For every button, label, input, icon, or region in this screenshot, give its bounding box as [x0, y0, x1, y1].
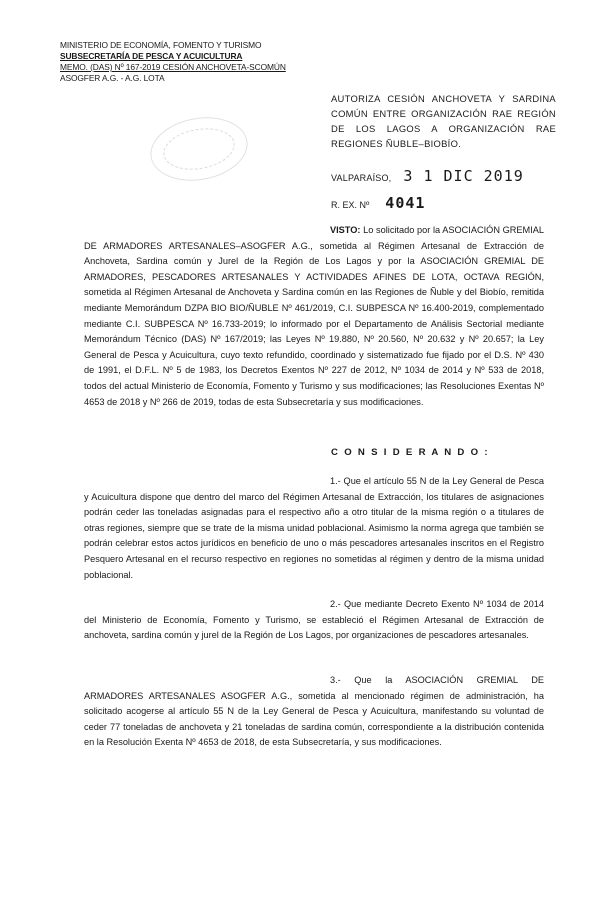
- visto-label: VISTO:: [330, 225, 361, 235]
- considerando-heading: C O N S I D E R A N D O :: [331, 447, 490, 458]
- resolution-number-line: [331, 194, 425, 212]
- subsecretaria-name: SUBSECRETARÍA DE PESCA Y ACUICULTURA: [60, 51, 243, 61]
- visto-text: Lo solicitado por la ASOCIACIÓN GREMIAL DE ARMADORES ARTESANALES–ASOGFER A.G., sometida al Régimen Artesanal de Extracción de Anchoveta, Sardina común y Jurel de la Región de Los Lagos y por la ASOCIACIÓN GREMIAL DE ARMADORES, PESCADORES ARTESANALES Y ACTIVIDADES AFINES DE LOTA, OCTAVA REGIÓN, sometida al Régimen Artesanal de Anchoveta y Sardina común en las Regiones de Ñuble y del Biobío, remitida mediante Memorándum DZPA BIO BIO/ÑUBLE Nº 461/2019, C.I. SUBPESCA Nº 16.400-2019, complementado mediante C.I. SUBPESCA Nº 16.733-2019; lo informado por el Departamento de Análisis Sectorial mediante Memorándum Técnico (DAS) Nº 167/2019; las Leyes Nº 19.880, Nº 20.560, Nº 20.632 y Nº 20.657; la Ley General de Pesca y Acuicultura, cuyo texto refundido, coordinado y sistematizado fue fijado por el D.S. Nº 430 de 1991, el D.F.L. Nº 5 de 1983, los Decretos Exentos Nº 227 de 2012, Nº 1034 de 2014 y Nº 533 de 2018, todos del actual Ministerio de Economía, Fomento y Turismo y sus modificaciones; las Resoluciones Exentas Nº 4653 de 2018 y Nº 266 de 2019, todas de esta Subsecretaría y sus modificaciones.: [84, 225, 544, 407]
- ministry-name: MINISTERIO DE ECONOMÍA, FOMENTO Y TURISMO: [60, 40, 262, 50]
- considerando-1-text: 1.- Que el artículo 55 N de la Ley General de Pesca y Acuicultura dispone que dentro del marco del Régimen Artesanal de Extracción, los titulares de asignaciones podrán ceder las toneladas asignadas para el respectivo año a otro titular de la misma región o a titulares de otras regiones, siempre que se trate de la misma unidad poblacional. Asimismo la norma agrega que también se podrán celebrar estos actos jurídicos en beneficio de uno o más pescadores artesanales inscritos en el Registro Pesquero Artesanal en el recurso respectivo en regiones no sometidas al régimen y dentro de la misma unidad poblacional.: [84, 476, 544, 580]
- considerando-2-text: 2.- Que mediante Decreto Exento Nº 1034 de 2014 del Ministerio de Economía, Fomento y Turismo, se estableció el Régimen Artesanal de Extracción de anchoveta, sardina común y jurel de la Región de Los Lagos, por organizaciones de pescadores artesanales.: [84, 599, 544, 641]
- visto-paragraph: [84, 223, 544, 410]
- resolution-title: AUTORIZA CESIÓN ANCHOVETA Y SARDINA COMÚN ENTRE ORGANIZACIÓN RAE REGIÓN DE LOS LAGOS A ORGANIZACIÓN RAE REGIONES ÑUBLE–BIOBÍO.: [331, 93, 556, 149]
- considerando-2: [84, 597, 544, 644]
- date-line: [331, 167, 524, 185]
- rex-label: R. EX. Nº: [331, 200, 370, 210]
- date-label: VALPARAÍSO,: [331, 173, 392, 183]
- considerando-3-text: 3.- Que la ASOCIACIÓN GREMIAL DE ARMADORES ARTESANALES ASOGFER A.G., sometida al mencionado régimen de administración, ha solicitado acogerse al artículo 55 N de la Ley General de Pesca y Acuicultura, manifestando su voluntad de ceder 77 toneladas de anchoveta y 21 toneladas de sardina común, correspondiente a la distribución contenida en la Resolución Exenta Nº 4653 de 2018, de esta Subsecretaría, y sus modificaciones.: [84, 675, 544, 748]
- letterhead: [60, 40, 310, 84]
- date-stamp: 3 1 DIC 2019: [403, 167, 524, 185]
- resolution-number: 4041: [385, 194, 426, 212]
- memo-parties: ASOGFER A.G. - A.G. LOTA: [60, 73, 165, 83]
- faded-stamp: [145, 110, 252, 188]
- considerando-3: [84, 673, 544, 751]
- considerando-1: [84, 474, 544, 583]
- memo-reference: MEMO. (DAS) Nº 167-2019 CESIÓN ANCHOVETA-SCOMÚN: [60, 62, 286, 72]
